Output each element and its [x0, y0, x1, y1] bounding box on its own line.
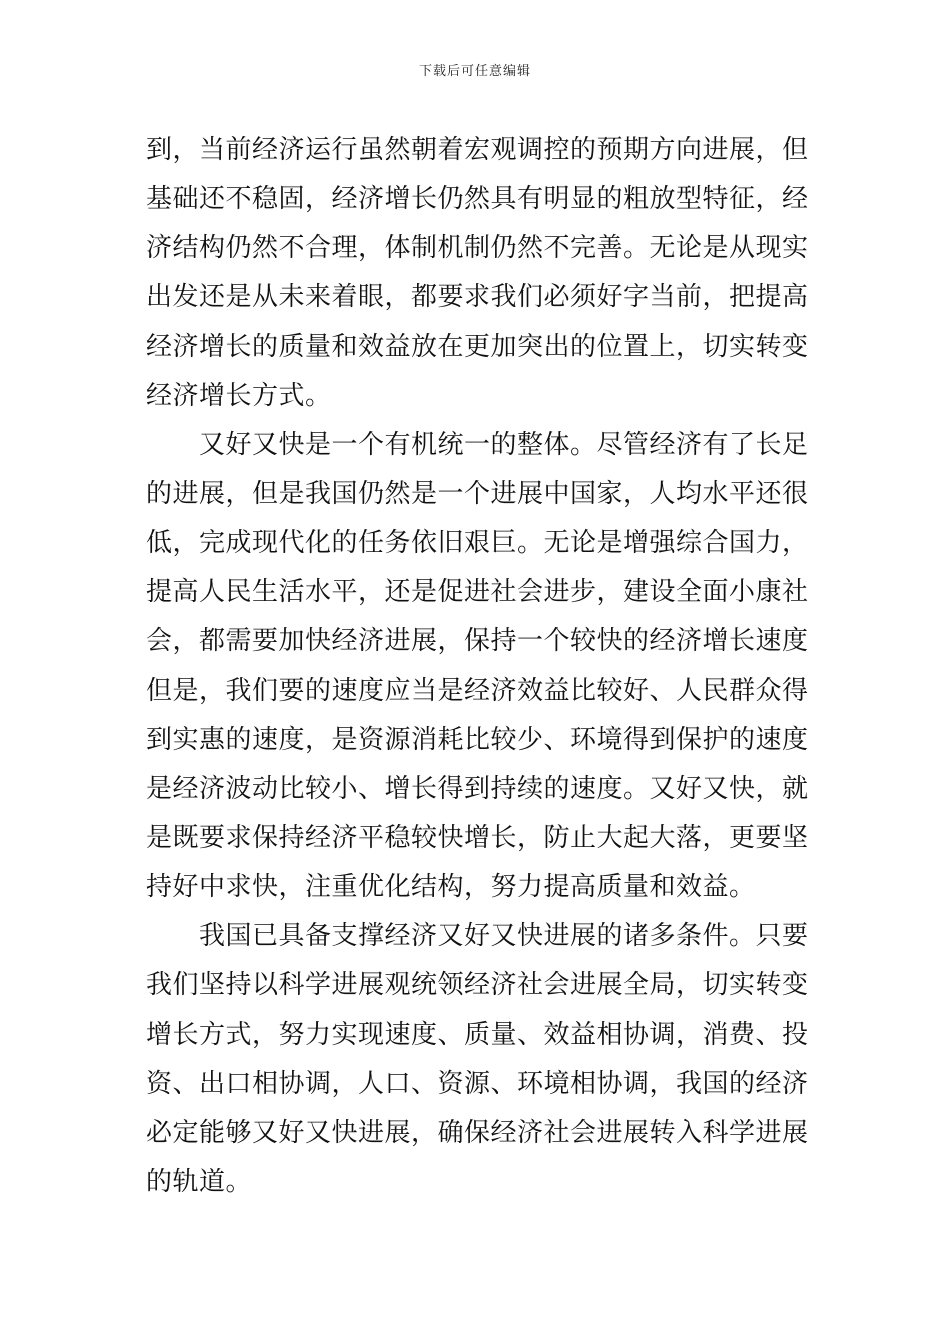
- paragraph-3: [146, 912, 809, 1207]
- text-line: 会，都需要加快经济进展，保持一个较快的经济增长速度: [146, 626, 809, 657]
- text-line: 到，当前经济运行虽然朝着宏观调控的预期方向进展，但: [146, 135, 809, 165]
- text-line: 基础还不稳固，经济增长仍然具有明显的粗放型特征，经: [146, 184, 809, 215]
- text-line: 又好又快是一个有机统一的整体。尽管经济有了长足: [199, 429, 809, 460]
- text-line: 但是，我们要的速度应当是经济效益比较好、人民群众得: [146, 675, 809, 706]
- text-line: 我国已具备支撑经济又好又快进展的诸多条件。只要: [199, 921, 809, 952]
- text-line: 资、出口相协调，人口、资源、环境相协调，我国的经济: [146, 1068, 809, 1099]
- text-line: 济结构仍然不合理，体制机制仍然不完善。无论是从现实: [146, 233, 809, 264]
- text-line: 经济增长的质量和效益放在更加突出的位置上，切实转变: [146, 331, 809, 362]
- text-line: 是既要求保持经济平稳较快增长，防止大起大落，更要坚: [146, 822, 809, 853]
- text-line: 是经济波动比较小、增长得到持续的速度。又好又快，就: [146, 773, 809, 804]
- document-body: [146, 126, 809, 1207]
- text-line: 的轨道。: [146, 1166, 253, 1197]
- text-line: 经济增长方式。: [146, 380, 332, 411]
- text-line: 低，完成现代化的任务依旧艰巨。无论是增强综合国力，: [146, 528, 809, 559]
- paragraph-1: [146, 126, 809, 421]
- text-line: 提高人民生活水平，还是促进社会进步，建设全面小康社: [146, 577, 809, 608]
- text-line: 增长方式，努力实现速度、质量、效益相协调，消费、投: [146, 1019, 809, 1050]
- page-header: 下载后可任意编辑: [418, 64, 531, 79]
- paragraph-2: [146, 421, 809, 912]
- text-line: 出发还是从未来着眼，都要求我们必须好字当前，把提高: [146, 282, 809, 313]
- text-line: 必定能够又好又快进展，确保经济社会进展转入科学进展: [146, 1117, 809, 1148]
- text-line: 的进展，但是我国仍然是一个进展中国家，人均水平还很: [146, 478, 809, 509]
- text-line: 持好中求快，注重优化结构，努力提高质量和效益。: [146, 872, 756, 903]
- text-line: 到实惠的速度，是资源消耗比较少、环境得到保护的速度: [146, 724, 809, 755]
- text-line: 我们坚持以科学进展观统领经济社会进展全局，切实转变: [146, 970, 809, 1001]
